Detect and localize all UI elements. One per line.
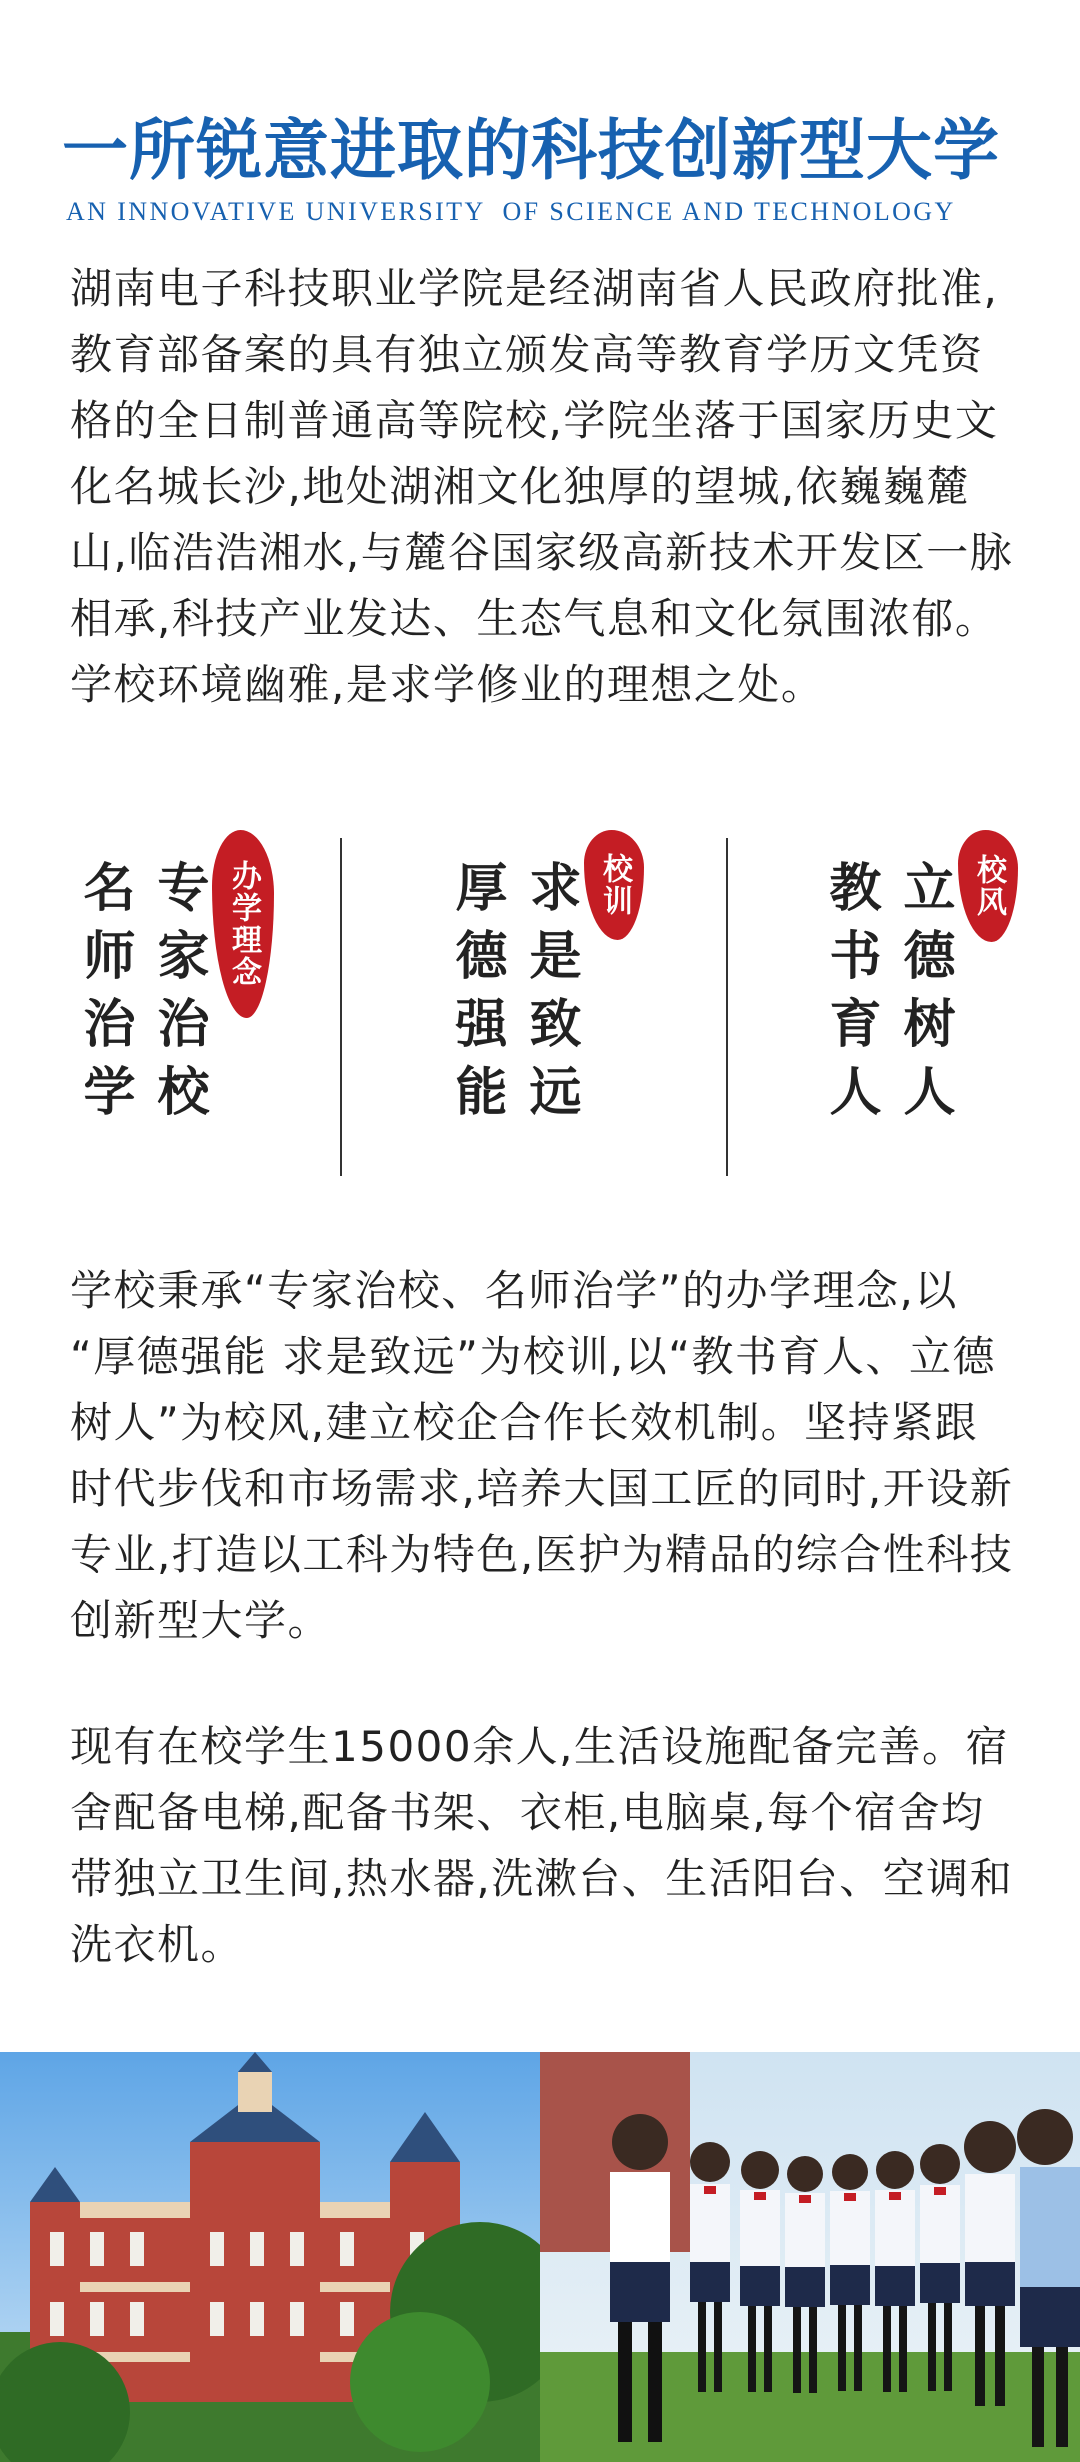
motto-school-motto [432,830,672,1180]
page-subtitle: AN INNOVATIVE UNIVERSITY OF SCIENCE AND TECHNOLOGY [66,197,956,226]
facilities-paragraph: 现有在校学生15000余人,生活设施配备完善。宿舍配备电梯,配备书架、衣柜,电脑桌,每个宿舍均带独立卫生间,热水器,洗漱台、生活阳台、空调和洗衣机。 [70,1722,1014,1969]
motto-philosophy [60,830,320,1180]
motto-column-left: 教书育人 [820,860,881,1132]
intro-paragraph: 湖南电子科技职业学院是经湖南省人民政府批准,教育部备案的具有独立颁发高等教育学历文凭资格的全日制普通高等院校,学院坐落于国家历史文化名城长沙,地处湖湘文化独厚的望城,依巍巍麓山,临浩浩湘水,与麓谷国家级高新技术开发区一脉相承,科技产业发达、生态气息和文化氛围浓郁。学校环境幽雅,是求学修业的理想之处。 [70,264,1014,709]
motto-column-left: 名师治学 [74,860,135,1132]
motto-school-spirit [806,830,1046,1180]
page-title: 一所锐意进取的科技创新型大学 [62,111,1000,189]
seal-stamp: 校训 [584,830,644,940]
motto-column-left: 厚德强能 [446,860,507,1132]
campus-building-photo [0,2052,540,2462]
motto-column-right: 求是致远 [520,860,581,1132]
seal-stamp: 办学理念 [212,830,274,1018]
students-group-photo [540,2052,1080,2462]
divider [726,838,728,1176]
motto-column-right: 立德树人 [894,860,955,1132]
seal-stamp: 校风 [958,830,1018,942]
divider [340,838,342,1176]
philosophy-paragraph: 学校秉承“专家治校、名师治学”的办学理念,以 “厚德强能 求是致远”为校训,以“教书育人、立德树人”为校风,建立校企合作长效机制。坚持紧跟时代步伐和市场需求,培养大国工匠的同时,开设新专业,打造以工科为特色,医护为精品的综合性科技创新型大学。 [70,1266,1014,1645]
motto-column-right: 专家治校 [148,860,209,1132]
